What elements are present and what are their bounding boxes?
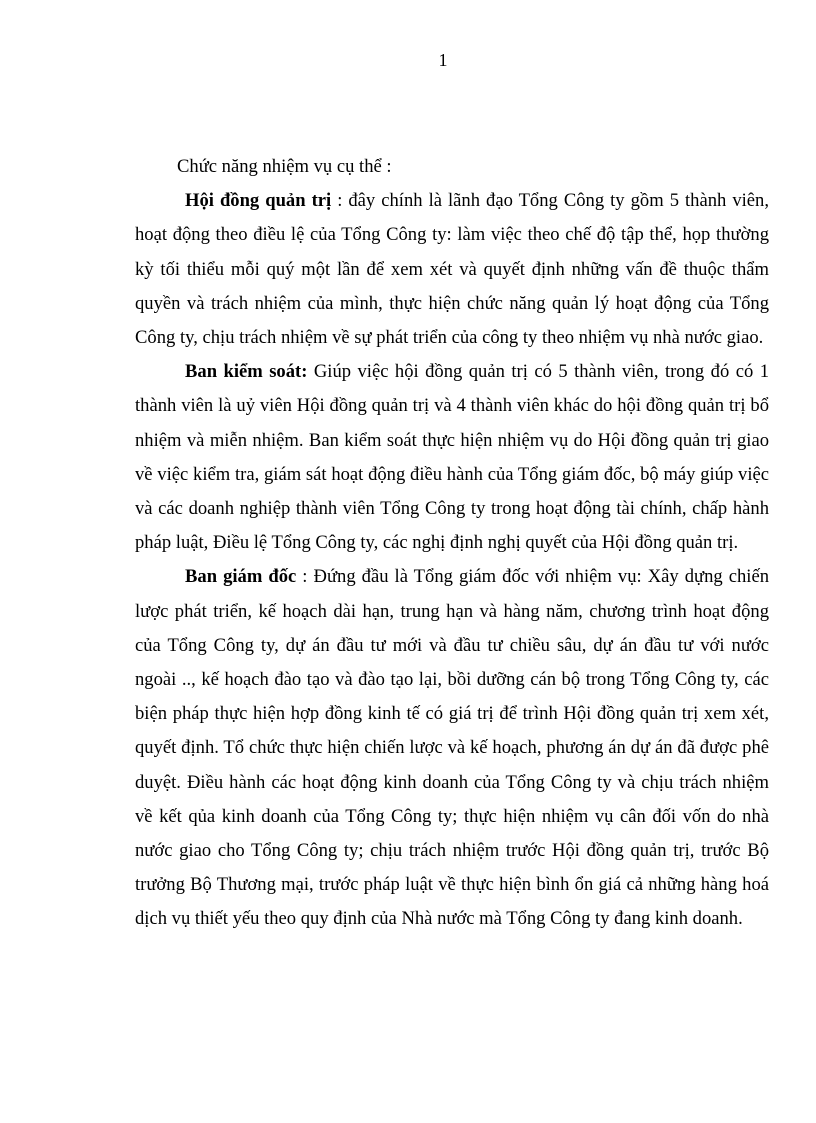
text-supervisory-board: Giúp việc hội đồng quản trị có 5 thành viên, trong đó có 1 thành viên là uỷ viên Hội đồng quản trị và 4 thành viên khác do hội đồng quản trị bổ nhiệm và miễn nhiệm. Ban kiểm soát thực hiện nhiệm vụ do Hội đồng quản trị giao về việc kiểm tra, giám sát hoạt động điều hành của Tổng giám đốc, bộ máy giúp việc và các doanh nghiệp thành viên Tổng Công ty trong hoạt động tài chính, chấp hành pháp luật, Điều lệ Tổng Công ty, các nghị định nghị quyết của Hội đồng quản trị. <box>135 361 769 554</box>
paragraph-board-of-directors <box>135 184 769 355</box>
paragraph-supervisory-board <box>135 355 769 560</box>
section-heading: Chức năng nhiệm vụ cụ thể : <box>177 156 392 177</box>
document-body <box>135 150 769 937</box>
page-number: 1 <box>438 50 448 70</box>
label-executive-board: Ban giám đốc <box>185 566 297 588</box>
text-executive-board: : Đứng đầu là Tổng giám đốc với nhiệm vụ: Xây dựng chiến lược phát triển, kế hoạch dài hạn, trung hạn và hàng năm, chương trình hoạt động của Tổng Công ty, dự án đầu tư mới và đầu tư chiều sâu, dự án đầu tư với nước ngoài .., kế hoạch đào tạo và đào tạo lại, bồi dưỡng cán bộ trong Tổng Công ty, các biện pháp thực hiện hợp đồng kinh tế có giá trị để trình Hội đồng quản trị xem xét, quyết định. Tổ chức thực hiện chiến lược và kế hoạch, phương án dự án đã được phê duyệt. Điều hành các hoạt động kinh doanh của Tổng Công ty và chịu trách nhiệm về kết qủa kinh doanh của Tổng Công ty; thực hiện nhiệm vụ cân đối vốn do nhà nước giao cho Tổng Công ty; chịu trách nhiệm trước Hội đồng quản trị, trước Bộ trưởng Bộ Thương mại, trước pháp luật về thực hiện bình ổn giá cả những hàng hoá dịch vụ thiết yếu theo quy định của Nhà nước mà Tổng Công ty đang kinh doanh. <box>135 566 769 930</box>
label-supervisory-board: Ban kiểm soát: <box>185 361 308 383</box>
paragraph-executive-board <box>135 560 769 936</box>
text-board-of-directors: : đây chính là lãnh đạo Tổng Công ty gồm 5 thành viên, hoạt động theo điều lệ của Tổng Công ty: làm việc theo chế độ tập thể, họp thường kỳ tối thiểu mỗi quý một lần để xem xét và quyết định những vấn đề thuộc thẩm quyền và trách nhiệm của mình, thực hiện chức năng quản lý hoạt động của Tổng Công ty, chịu trách nhiệm về sự phát triển của công ty theo nhiệm vụ nhà nước giao. <box>135 190 769 349</box>
label-board-of-directors: Hội đồng quản trị <box>185 190 332 212</box>
